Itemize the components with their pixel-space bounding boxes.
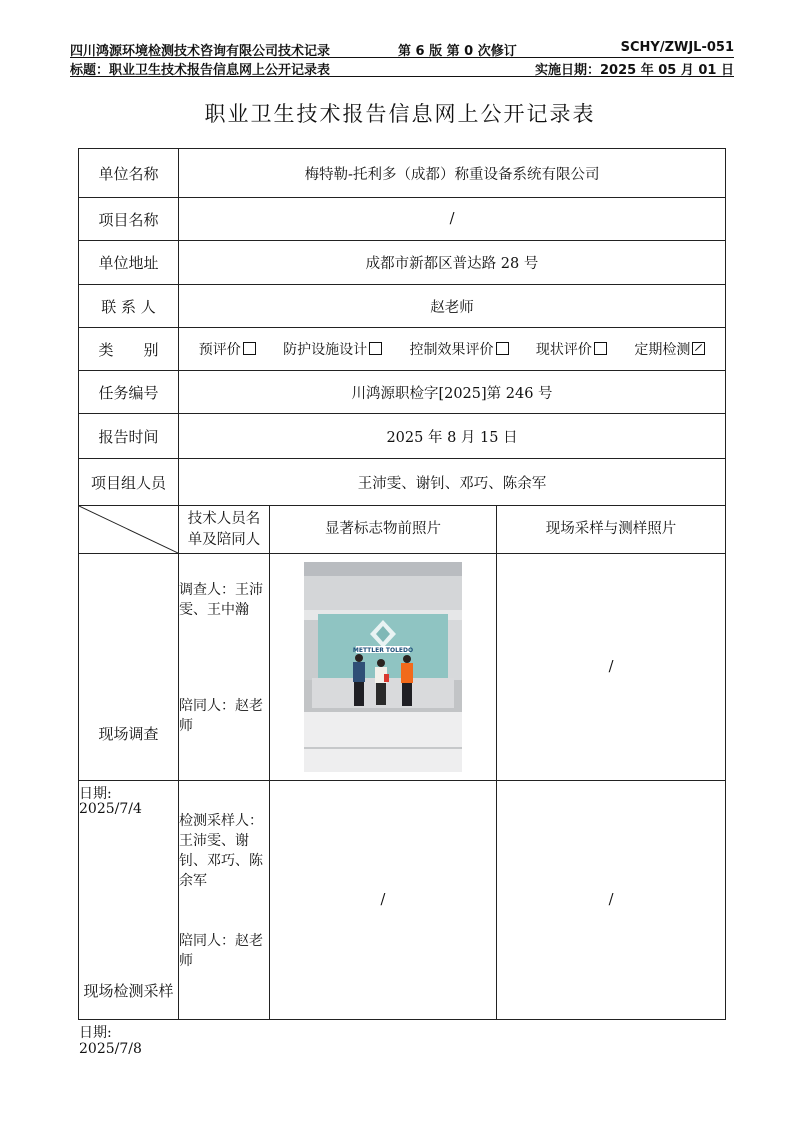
category-option-status-evaluation[interactable]: 现状评价: [536, 339, 607, 359]
sampling-date: 2025/7/8: [79, 1041, 142, 1057]
report-time-label: 报告时间: [79, 414, 179, 459]
survey-staff-cell: [179, 554, 270, 781]
unit-name-value: 梅特勒-托利多（成都）称重设备系统有限公司: [179, 149, 726, 198]
team-label: 项目组人员: [79, 459, 179, 506]
sampling-samplers-label: 检测采样人：: [179, 813, 263, 829]
row-category: [79, 328, 726, 371]
doc-code: SCHY/ZWJL-051: [620, 40, 734, 55]
site-photo-header: 现场采样与测样照片: [497, 506, 726, 554]
row-photo-header: [79, 506, 726, 554]
sampling-date-label: 日期:: [79, 1025, 112, 1041]
project-name-value: /: [179, 198, 726, 241]
report-time-value: 2025 年 8 月 15 日: [179, 414, 726, 459]
contact-value: 赵老师: [179, 285, 726, 328]
survey-investigator: 调查人：王沛雯、王中瀚: [179, 582, 263, 618]
checkbox-protection-design[interactable]: [369, 342, 382, 355]
row-contact: [79, 285, 726, 328]
project-name-label: 项目名称: [79, 198, 179, 241]
header-line-1: [70, 40, 734, 58]
unit-name-label: 单位名称: [79, 149, 179, 198]
title-line: 标题：职业卫生技术报告信息网上公开记录表: [70, 63, 331, 78]
row-unit-name: [79, 149, 726, 198]
survey-companion: 陪同人：赵老师: [179, 698, 263, 734]
staff-header: 技术人员名 单及陪同人: [179, 506, 270, 554]
sampling-staff-cell: [179, 781, 270, 1020]
record-table: [78, 148, 726, 1057]
address-label: 单位地址: [79, 241, 179, 285]
header-bottom-rule: [70, 76, 734, 77]
row-project-name: [79, 198, 726, 241]
row-address: [79, 241, 726, 285]
sign-photo-header: 显著标志物前照片: [270, 506, 497, 554]
task-no-value: 川鸿源职检字[2025]第 246 号: [179, 371, 726, 414]
document-title: 职业卫生技术报告信息网上公开记录表: [204, 102, 596, 126]
category-options: [179, 328, 726, 371]
row-survey: [79, 554, 726, 781]
checkbox-pre-evaluation[interactable]: [243, 342, 256, 355]
sign-photo: [304, 562, 462, 772]
diagonal-line: [79, 506, 178, 553]
category-option-periodic-testing[interactable]: 定期检测: [634, 339, 705, 359]
row-team: [79, 459, 726, 506]
version-text: 第 6 版 第 0 次修订: [398, 44, 517, 59]
task-no-label: 任务编号: [79, 371, 179, 414]
category-option-protection-design[interactable]: 防护设施设计: [283, 339, 382, 359]
company-record-title: 四川鸿源环境检测技术咨询有限公司技术记录: [70, 44, 331, 59]
header-divider: [70, 57, 734, 58]
sampling-site-photo: /: [497, 781, 726, 1020]
survey-date: 2025/7/4: [79, 801, 142, 817]
category-option-control-effect[interactable]: 控制效果评价: [410, 339, 509, 359]
sign-photo-brand: METTLER TOLEDO: [352, 647, 414, 654]
checkbox-periodic-testing[interactable]: [692, 342, 705, 355]
effective-date: 实施日期：2025 年 05 月 01 日: [535, 63, 734, 78]
diagonal-header-cell: [79, 506, 179, 554]
row-task-no: [79, 371, 726, 414]
survey-site-photo: /: [497, 554, 726, 781]
team-value: 王沛雯、谢钊、邓巧、陈余军: [179, 459, 726, 506]
survey-phase-cell: [79, 554, 179, 817]
survey-phase-label: 现场调查: [98, 725, 159, 743]
row-sampling: [79, 781, 726, 1020]
sampling-companion: 陪同人：赵老师: [179, 933, 263, 969]
address-value: 成都市新都区普达路 28 号: [179, 241, 726, 285]
survey-date-label: 日期:: [79, 786, 112, 802]
contact-label: 联 系 人: [79, 285, 179, 328]
header-line-2: [70, 59, 734, 77]
checkbox-status-evaluation[interactable]: [594, 342, 607, 355]
survey-sign-photo-cell: [270, 554, 497, 781]
sampling-samplers: 王沛雯、谢钊、邓巧、陈余军: [179, 833, 263, 889]
category-option-pre-evaluation[interactable]: 预评价: [199, 339, 256, 359]
sampling-phase-label: 现场检测采样: [83, 982, 174, 1000]
checkbox-control-effect[interactable]: [496, 342, 509, 355]
category-label: 类 别: [79, 328, 179, 371]
row-report-time: [79, 414, 726, 459]
sampling-sign-photo: /: [270, 781, 497, 1020]
